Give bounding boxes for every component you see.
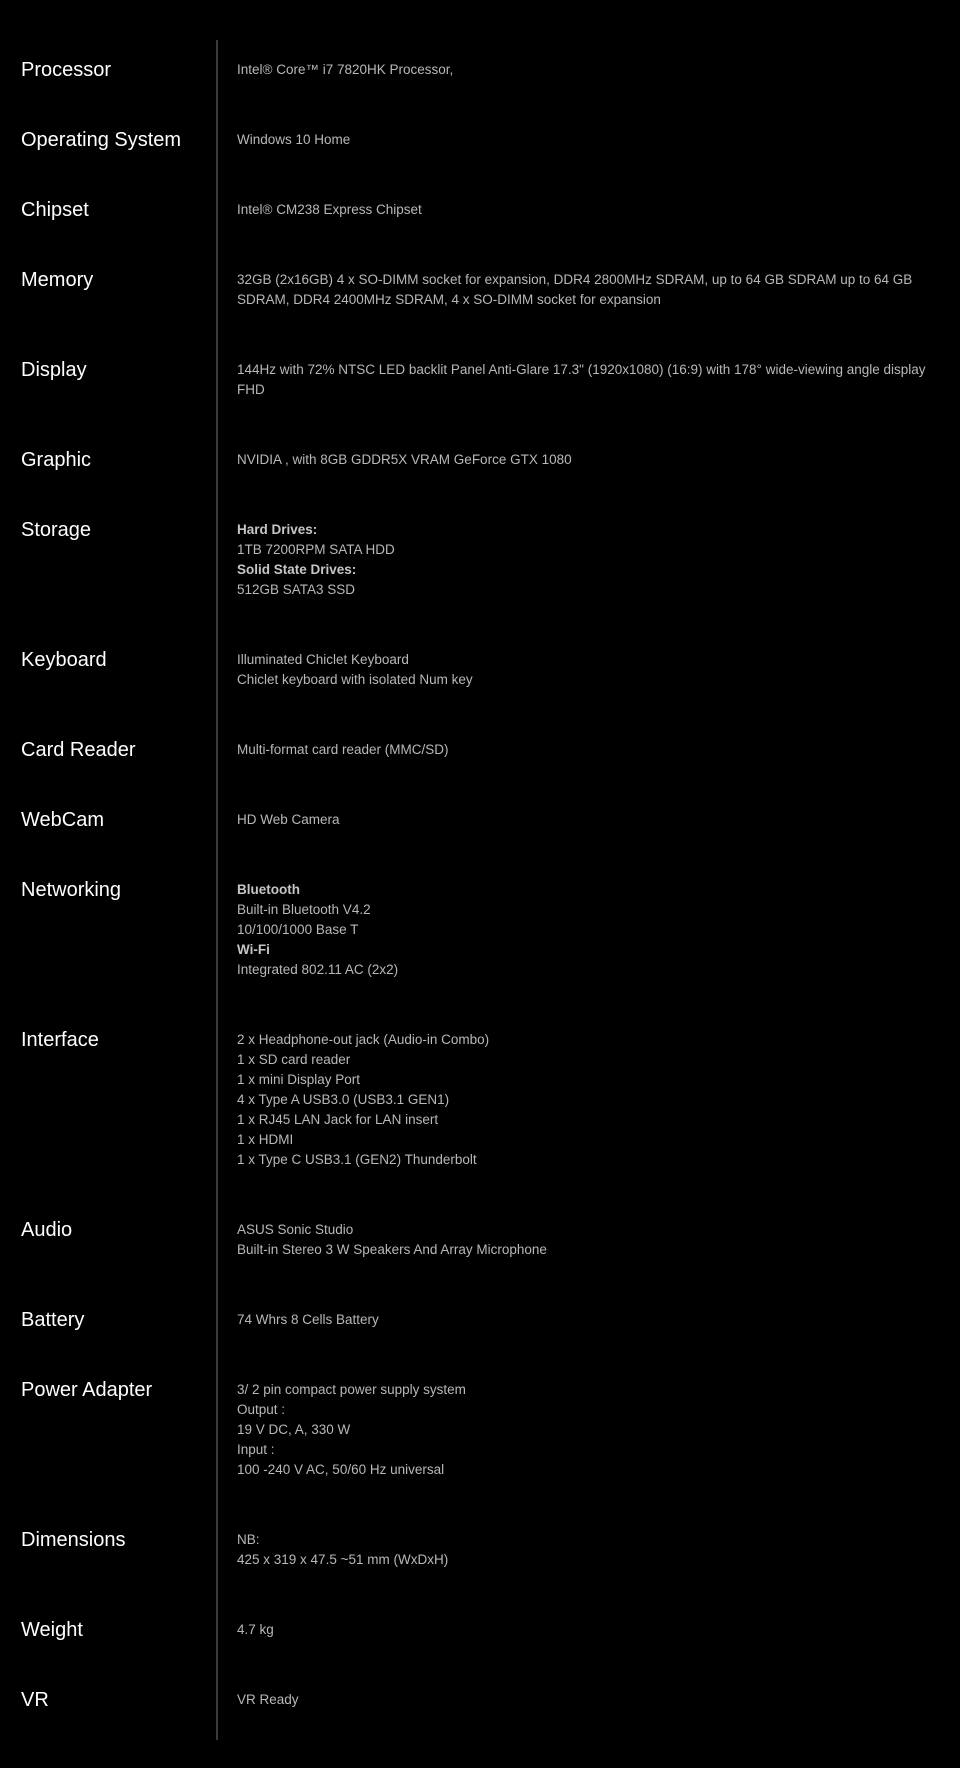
spec-row-audio xyxy=(0,1200,960,1290)
spec-value-line: NVIDIA , with 8GB GDDR5X VRAM GeForce GTX 1080 xyxy=(237,452,572,467)
spec-value-line: 4 x Type A USB3.0 (USB3.1 GEN1) xyxy=(237,1092,450,1107)
spec-value xyxy=(216,40,960,110)
spec-value xyxy=(216,1200,960,1290)
spec-value xyxy=(216,110,960,180)
spec-row-card-reader xyxy=(0,720,960,790)
spec-value-heading: Bluetooth xyxy=(237,882,300,897)
spec-row-power-adapter xyxy=(0,1360,960,1510)
spec-value-line: 3/ 2 pin compact power supply system xyxy=(237,1382,466,1397)
spec-value-line: 1TB 7200RPM SATA HDD xyxy=(237,542,395,557)
spec-value-line: Output : xyxy=(237,1402,286,1417)
spec-label: Audio xyxy=(21,1219,73,1241)
spec-value-line: 100 -240 V AC, 50/60 Hz universal xyxy=(237,1462,445,1477)
spec-value-heading: Solid State Drives: xyxy=(237,562,357,577)
spec-label: Graphic xyxy=(21,449,92,471)
spec-value xyxy=(216,720,960,790)
spec-value-line: Built-in Stereo 3 W Speakers And Array Microphone xyxy=(237,1242,547,1257)
spec-label: Battery xyxy=(21,1309,85,1331)
spec-value-heading: Hard Drives: xyxy=(237,522,318,537)
spec-value-line: HD Web Camera xyxy=(237,812,340,827)
spec-value-line: 32GB (2x16GB) 4 x SO-DIMM socket for expansion, DDR4 2800MHz SDRAM, up to 64 GB SDRAM up to 64 GB SDRAM, DDR4 2400MHz SDRAM, 4 x SO-DIMM socket for expansion xyxy=(237,272,913,307)
spec-value xyxy=(216,790,960,860)
spec-value-line: ASUS Sonic Studio xyxy=(237,1222,354,1237)
spec-label: VR xyxy=(21,1689,49,1711)
spec-value-line: NB: xyxy=(237,1532,260,1547)
spec-label: Networking xyxy=(21,879,122,901)
spec-value xyxy=(216,1600,960,1670)
spec-value xyxy=(216,180,960,250)
spec-label: Display xyxy=(21,359,87,381)
spec-value-line: Chiclet keyboard with isolated Num key xyxy=(237,672,473,687)
spec-value-line: 4.7 kg xyxy=(237,1622,274,1637)
spec-table xyxy=(0,40,960,1740)
spec-label: Operating System xyxy=(21,129,182,151)
spec-value-line: Input : xyxy=(237,1442,275,1457)
spec-value xyxy=(216,1670,960,1740)
spec-label: Keyboard xyxy=(21,649,107,671)
spec-row-webcam xyxy=(0,790,960,860)
spec-value-line: 512GB SATA3 SSD xyxy=(237,582,356,597)
spec-value-heading: Wi-Fi xyxy=(237,942,270,957)
spec-value-line: 1 x Type C USB3.1 (GEN2) Thunderbolt xyxy=(237,1152,477,1167)
spec-value-line: Integrated 802.11 AC (2x2) xyxy=(237,962,399,977)
spec-value-line: Built-in Bluetooth V4.2 xyxy=(237,902,371,917)
spec-row-weight xyxy=(0,1600,960,1670)
spec-value-line: 425 x 319 x 47.5 ~51 mm (WxDxH) xyxy=(237,1552,449,1567)
spec-row-graphic xyxy=(0,430,960,500)
spec-value xyxy=(216,1360,960,1510)
spec-value-line: 1 x HDMI xyxy=(237,1132,294,1147)
spec-label: Storage xyxy=(21,519,92,541)
spec-value-line: Intel® Core™ i7 7820HK Processor, xyxy=(237,62,454,77)
spec-label: Interface xyxy=(21,1029,99,1051)
spec-row-vr xyxy=(0,1670,960,1740)
spec-row-interface xyxy=(0,1010,960,1200)
spec-value xyxy=(216,1290,960,1360)
spec-value-line: Windows 10 Home xyxy=(237,132,351,147)
spec-value xyxy=(216,340,960,430)
spec-row-processor xyxy=(0,40,960,110)
spec-value-line: 19 V DC, A, 330 W xyxy=(237,1422,351,1437)
spec-value-line: 10/100/1000 Base T xyxy=(237,922,359,937)
spec-value xyxy=(216,860,960,1010)
spec-value-line: Multi-format card reader (MMC/SD) xyxy=(237,742,449,757)
spec-value xyxy=(216,630,960,720)
spec-label: Dimensions xyxy=(21,1529,126,1551)
spec-value xyxy=(216,250,960,340)
spec-value xyxy=(216,1510,960,1600)
spec-value-line: 74 Whrs 8 Cells Battery xyxy=(237,1312,379,1327)
spec-row-networking xyxy=(0,860,960,1010)
spec-value-line: VR Ready xyxy=(237,1692,299,1707)
spec-value xyxy=(216,1010,960,1200)
spec-label: Processor xyxy=(21,59,112,81)
spec-row-display xyxy=(0,340,960,430)
spec-label: Card Reader xyxy=(21,739,136,761)
spec-value-line: 1 x RJ45 LAN Jack for LAN insert xyxy=(237,1112,439,1127)
spec-row-battery xyxy=(0,1290,960,1360)
spec-label: Weight xyxy=(21,1619,83,1641)
spec-row-chipset xyxy=(0,180,960,250)
spec-row-memory xyxy=(0,250,960,340)
spec-value-line: Intel® CM238 Express Chipset xyxy=(237,202,422,217)
spec-label: Power Adapter xyxy=(21,1379,153,1401)
spec-label: WebCam xyxy=(21,809,104,831)
spec-value-line: 2 x Headphone-out jack (Audio-in Combo) xyxy=(237,1032,490,1047)
spec-row-dimensions xyxy=(0,1510,960,1600)
spec-value-line: Illuminated Chiclet Keyboard xyxy=(237,652,409,667)
spec-value-line: 1 x mini Display Port xyxy=(237,1072,361,1087)
spec-value xyxy=(216,500,960,630)
spec-value xyxy=(216,430,960,500)
spec-label: Chipset xyxy=(21,199,89,221)
spec-value-line: 144Hz with 72% NTSC LED backlit Panel Anti-Glare 17.3" (1920x1080) (16:9) with 178° wide-viewing angle display FHD xyxy=(237,362,926,397)
spec-row-operating-system xyxy=(0,110,960,180)
spec-label: Memory xyxy=(21,269,94,291)
spec-value-line: 1 x SD card reader xyxy=(237,1052,351,1067)
spec-row-keyboard xyxy=(0,630,960,720)
spec-row-storage xyxy=(0,500,960,630)
